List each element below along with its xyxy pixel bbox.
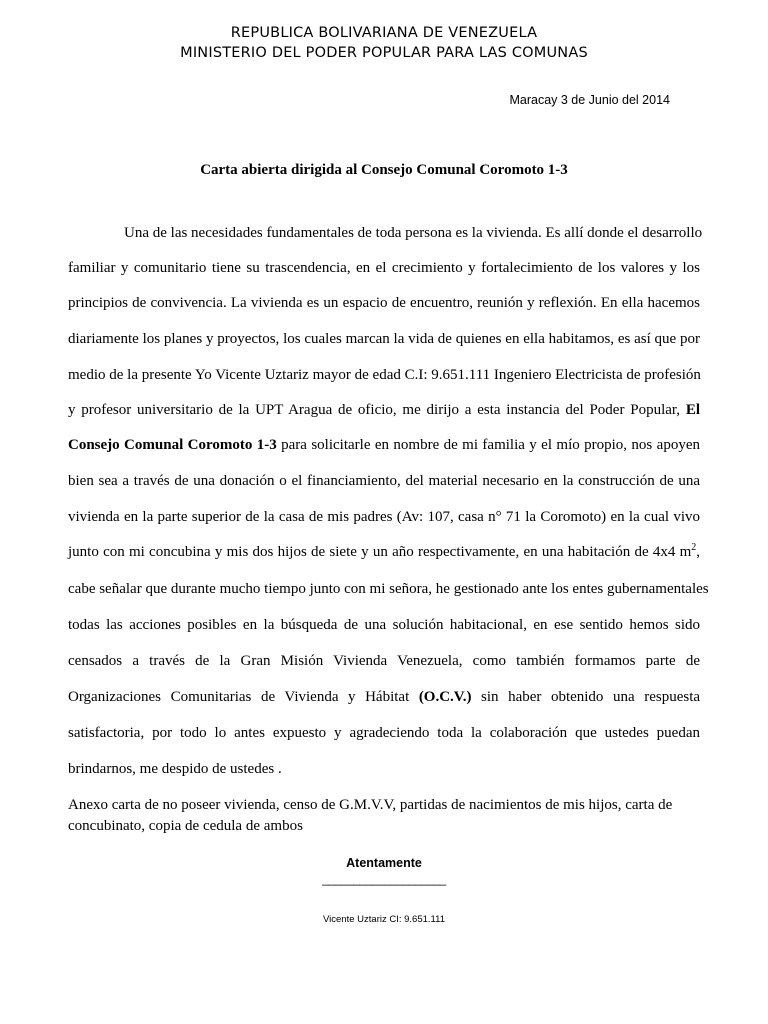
body-line-8: bien sea a través de una donación o el financiamiento, del material necesario en la construcción de una [68, 473, 700, 489]
council-name-bold: Consejo Comunal Coromoto 1-3 [68, 437, 277, 453]
body-line-14 [68, 688, 700, 706]
body-line-16: brindarnos, me despido de ustedes . [68, 761, 282, 777]
letter-date: Maracay 3 de Junio del 2014 [509, 93, 670, 107]
body-line-13: censados a través de la Gran Misión Vivienda Venezuela, como también formamos parte de [68, 653, 700, 669]
annex-line-1: Anexo carta de no poseer vivienda, censo de G.M.V.V, partidas de nacimientos de mis hijos, carta de [68, 797, 673, 813]
body-line-12: todas las acciones posibles en la búsqueda de una solución habitacional, en ese sentido hemos sido [68, 617, 700, 633]
ocv-bold: (O.C.V.) [418, 689, 472, 705]
body-line-10-comma: , [696, 544, 700, 560]
squared-superscript: 2 [691, 542, 697, 553]
header-ministry: MINISTERIO DEL PODER POPULAR PARA LAS COMUNAS [180, 45, 588, 61]
body-line-11: cabe señalar que durante mucho tiempo junto con mi señora, he gestionado ante los entes gubernamentales [68, 581, 709, 597]
body-line-5: medio de la presente Yo Vicente Uztariz mayor de edad C.I: 9.651.111 Ingeniero Electricista de profesión [68, 367, 701, 383]
body-line-10-text: junto con mi concubina y mis dos hijos de siete y un año respectivamente, en una habitación de 4x4 m [68, 544, 692, 560]
header-republic: REPUBLICA BOLIVARIANA DE VENEZUELA [230, 25, 538, 41]
body-line-14-text-end: sin haber obtenido una respuesta [481, 689, 701, 705]
body-line-4: diariamente los planes y proyectos, los cuales marcan la vida de quienes en ella habitamos, es así que por [68, 331, 700, 347]
body-line-1-text: Una de las necesidades fundamentales de toda persona es la vivienda. Es allí donde el desarrollo [124, 225, 703, 241]
body-line-15: satisfactoria, por todo lo antes expuesto y agradeciendo toda la colaboración que ustedes puedan [68, 725, 700, 741]
body-line-10 [68, 543, 700, 561]
body-line-6 [68, 401, 700, 419]
body-line-14-text: Organizaciones Comunitarias de Vivienda y Hábitat [68, 689, 410, 705]
body-line-2: familiar y comunitario tiene su trascendencia, en el crecimiento y fortalecimiento de los valores y los [68, 260, 700, 276]
closing-text: Atentamente [346, 856, 422, 870]
letter-title: Carta abierta dirigida al Consejo Comunal Coromoto 1-3 [200, 162, 568, 178]
body-line-7-text: para solicitarle en nombre de mi familia y el mío propio, nos apoyen [276, 437, 700, 453]
signature-line: ____________________ [322, 872, 446, 886]
body-line-1 [68, 224, 703, 242]
body-line-9: vivienda en la parte superior de la casa de mis padres (Av: 107, casa n° 71 la Coromoto) en la cual vivo [68, 509, 700, 525]
signature-name: Vicente Uztariz CI: 9.651.111 [323, 914, 445, 925]
body-line-6-text: y profesor universitario de la UPT Aragua de oficio, me dirijo a esta instancia del Poder Popular, [68, 402, 681, 418]
annex-line-2: concubinato, copia de cedula de ambos [68, 818, 303, 834]
body-line-6-bold: El [685, 402, 700, 418]
body-line-3: principios de convivencia. La vivienda es un espacio de encuentro, reunión y reflexión. En ella hacemos [68, 295, 700, 311]
body-line-7 [68, 436, 700, 454]
